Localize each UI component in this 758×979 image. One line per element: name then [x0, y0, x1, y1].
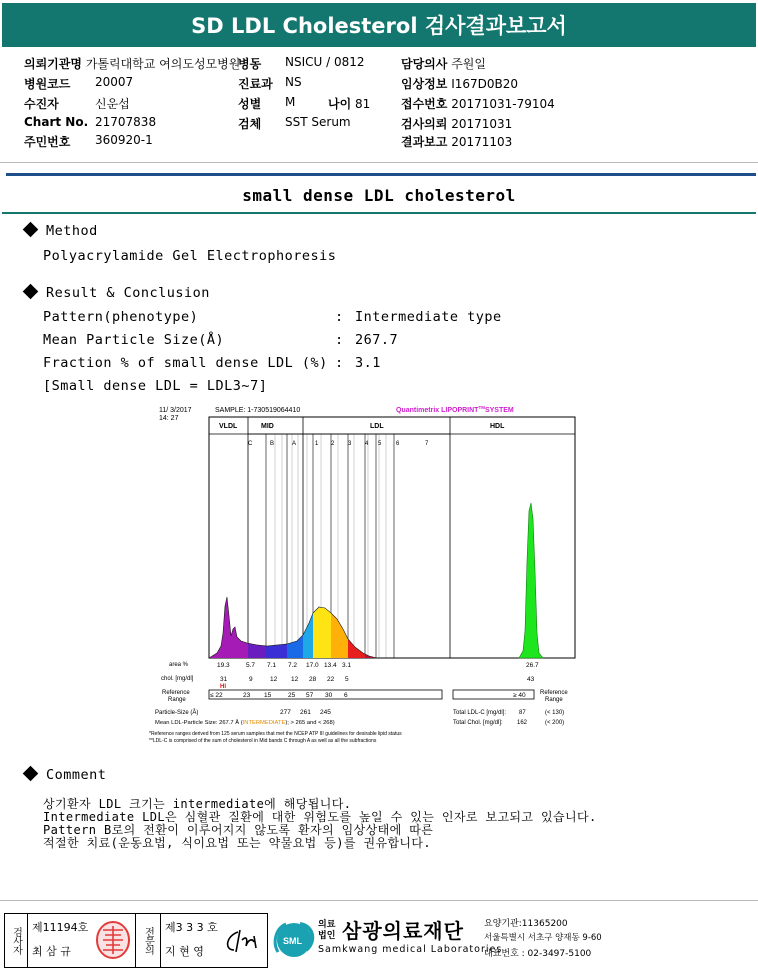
- age-value: 81: [355, 97, 371, 111]
- footnote-1: *Reference ranges derived from 125 serum samples that met the NCEP ATP III guidelines for desirable lipid status: [149, 731, 402, 737]
- ldl-band-label: 7: [425, 441, 429, 447]
- ref-right-range: Range: [545, 697, 563, 703]
- comment-line-1: 상기환자 LDL 크기는 intermediate에 해당됩니다.: [43, 797, 352, 811]
- ldl-band-label: 4: [365, 441, 369, 447]
- report-title: SD LDL Cholesterol 검사결과보고서: [2, 3, 756, 47]
- result-note: [Small dense LDL = LDL3~7]: [43, 378, 268, 394]
- examiner-label: 검사자: [5, 914, 28, 967]
- report-date-value: 20171103: [451, 135, 513, 149]
- specialist-label: 전문의: [135, 914, 161, 967]
- colon: :: [335, 309, 344, 325]
- ldl-band-label: 5: [378, 441, 382, 447]
- divider: [0, 162, 758, 163]
- mid-band-label: C: [248, 441, 253, 447]
- specimen-label: 검체: [238, 117, 262, 131]
- ref-word: Reference: [162, 690, 190, 696]
- method-heading-row: [25, 223, 98, 239]
- chol-value: 28: [309, 676, 317, 683]
- ward-value: NSICU / 0812: [285, 55, 365, 69]
- diamond-bullet-icon: [23, 766, 39, 782]
- chart-time: 14: 27: [159, 415, 179, 422]
- name-label: 수진자: [24, 97, 59, 111]
- doctor-label: 담당의사: [401, 57, 448, 71]
- mean-size-type: INTERMEDIATE: [242, 720, 286, 726]
- ward-label: 병동: [238, 57, 262, 71]
- method-heading: Method: [46, 223, 98, 239]
- result-value-pattern: Intermediate type: [355, 309, 502, 325]
- address: 서울특별시 서초구 양재동 9-60: [484, 933, 602, 943]
- comment-line-2: Intermediate LDL은 심혈관 질환에 대한 위험도를 높일 수 있는 인자로 보고되고 있습니다.: [43, 810, 597, 824]
- ldl-band-label: 1: [315, 441, 319, 447]
- institution-value: 가톨릭대학교 여의도성모병원: [85, 57, 241, 71]
- hospital-code-label: 병원코드: [24, 77, 71, 91]
- result-heading-row: [25, 285, 210, 301]
- sml-logo-icon: [270, 916, 318, 964]
- comment-line-4: 적절한 치료(운동요법, 식이요법 또는 약물요법 등)를 권유합니다.: [43, 836, 432, 850]
- chol-value: 12: [270, 676, 278, 683]
- area-value: 7.1: [267, 662, 277, 669]
- doctor-value: 주원일: [451, 57, 486, 71]
- org-prefix-bottom: 법인: [318, 931, 336, 941]
- chart-brand: [396, 405, 514, 414]
- org-prefix-top: 의료: [318, 920, 336, 930]
- group-label: LDL: [370, 423, 384, 430]
- area-value: 13.4: [324, 662, 337, 669]
- method-text: Polyacrylamide Gel Electrophoresis: [43, 248, 337, 264]
- age-label: 나이: [328, 97, 352, 111]
- chol-value: 5: [345, 676, 349, 683]
- hospital-code-value: 20007: [95, 75, 134, 89]
- care-number: 요양기관:11365200: [484, 919, 568, 929]
- total-ldl-label: Total LDL-C [mg/dl]:: [453, 710, 507, 716]
- specialist-name: 지 현 영: [165, 945, 204, 958]
- mid-band-label: A: [292, 441, 297, 447]
- dept-value: NS: [285, 75, 302, 89]
- section-title: small dense LDL cholesterol: [2, 186, 756, 214]
- ref-value: 6: [344, 692, 348, 699]
- hi-flag: HI: [220, 684, 226, 690]
- org-prefix: [318, 920, 335, 942]
- result-value-fraction: 3.1: [355, 355, 381, 371]
- result-label-pattern: Pattern(phenotype): [43, 309, 199, 325]
- particle-size-label: Particle-Size (Å): [155, 710, 199, 716]
- id-label: 주민번호: [24, 135, 71, 149]
- footnote-2: **LDL-C is comprised of the sum of cholesterol in Mid bands C through A as well as all the subfractions: [149, 738, 377, 744]
- mean-size-a: Mean LDL-Particle Size: 267.7 Å (: [155, 720, 243, 726]
- colon: :: [335, 332, 344, 348]
- ref-value: 57: [306, 692, 314, 699]
- name-value: 신운섭: [95, 97, 130, 111]
- result-label-size: Mean Particle Size(Å): [43, 332, 225, 348]
- mid-band-label: B: [270, 441, 275, 447]
- chol-value: 31: [220, 676, 228, 683]
- area-value: 5.7: [246, 662, 256, 669]
- chol-value: 12: [291, 676, 299, 683]
- area-value: 19.3: [217, 662, 230, 669]
- area-value: 17.0: [306, 662, 319, 669]
- examiner-license: 제11194호: [32, 921, 89, 934]
- diamond-bullet-icon: [23, 222, 39, 238]
- sml-logo-text: SML: [283, 936, 302, 946]
- total-ldl-value: 87: [519, 710, 526, 716]
- range-word: Range: [168, 697, 186, 703]
- institution-label: 의뢰기관명: [24, 57, 82, 71]
- row-label-area: area %: [169, 662, 189, 668]
- phone: 대표번호 : 02-3497-5100: [484, 949, 592, 959]
- id-value: 360920-1: [95, 133, 153, 147]
- row-label-chol: chol. [mg/dl]: [161, 676, 194, 682]
- chol-value: 22: [327, 676, 335, 683]
- group-label: VLDL: [219, 423, 238, 430]
- dept-label: 진료과: [238, 77, 273, 91]
- comment-heading: Comment: [46, 767, 107, 783]
- particle-size-3: 245: [320, 709, 331, 716]
- particle-size-2: 261: [300, 709, 311, 716]
- footer-divider: [0, 900, 758, 901]
- org-english: Samkwang medical Laboratories: [318, 944, 503, 955]
- mean-size-text: [155, 719, 335, 726]
- curve-segment: [266, 644, 287, 658]
- particle-size-1: 277: [280, 709, 291, 716]
- comment-heading-row: [25, 767, 106, 783]
- total-chol-label: Total Chol. [mg/dl]:: [453, 720, 503, 726]
- total-chol-ref: (< 200): [545, 720, 565, 726]
- chart-brand-tm: TM: [478, 405, 485, 410]
- request-label: 검사의뢰: [401, 117, 448, 131]
- ldl-band-label: 3: [348, 441, 352, 447]
- ldl-band-label: 2: [331, 441, 335, 447]
- mean-size-b: ); > 265 and < 268): [285, 720, 335, 726]
- examiner-seal-icon: [93, 918, 133, 962]
- specimen-value: SST Serum: [285, 115, 351, 129]
- group-label: MID: [261, 423, 274, 430]
- receipt-value: 20171031-79104: [451, 97, 555, 111]
- specialist-signature-icon: [220, 926, 262, 956]
- ldl-band-label: 6: [396, 441, 400, 447]
- ref-value: 23: [243, 692, 251, 699]
- ref-right-word: Reference: [540, 690, 568, 696]
- receipt-label: 접수번호: [401, 97, 448, 111]
- chart-date: 11/ 3/2017: [159, 407, 192, 414]
- result-value-size: 267.7: [355, 332, 399, 348]
- chart-sample: SAMPLE: 1-730519064410: [215, 407, 301, 414]
- sex-label: 성별: [238, 97, 262, 111]
- result-label-fraction: Fraction % of small dense LDL (%): [43, 355, 328, 371]
- colon: :: [335, 355, 344, 371]
- specialist-license: 제3 3 3 호: [165, 921, 218, 934]
- lipoprint-chart: [147, 401, 581, 749]
- area-value: 7.2: [288, 662, 298, 669]
- curve-segment: [313, 607, 331, 658]
- hdl-ref: ≥ 40: [513, 692, 526, 699]
- divider: [6, 173, 756, 176]
- hdl-chol: 43: [527, 676, 535, 683]
- ref-value: ≤ 22: [210, 692, 223, 699]
- request-value: 20171031: [451, 117, 513, 131]
- chol-value: 9: [249, 676, 253, 683]
- clinical-value: I167D0B20: [451, 77, 519, 91]
- area-value: 3.1: [342, 662, 352, 669]
- comment-line-3: Pattern B로의 전환이 이루어지지 않도록 환자의 임상상태에 따른: [43, 823, 434, 837]
- clinical-label: 임상정보: [401, 77, 448, 91]
- chart-no-value: 21707838: [95, 115, 157, 129]
- ref-value: 15: [264, 692, 272, 699]
- total-chol-value: 162: [517, 720, 528, 726]
- report-date-label: 결과보고: [401, 135, 448, 149]
- hdl-area: 26.7: [526, 662, 539, 669]
- ref-value: 25: [288, 692, 296, 699]
- org-name: 삼광의료재단: [342, 919, 464, 943]
- diamond-bullet-icon: [23, 284, 39, 300]
- chart-brand-suffix: SYSTEM: [484, 407, 514, 414]
- examiner-name: 최 삼 규: [32, 945, 71, 958]
- group-label: HDL: [490, 423, 505, 430]
- signature-box: [4, 913, 268, 968]
- total-ldl-ref: (< 130): [545, 710, 565, 716]
- result-heading: Result & Conclusion: [46, 285, 210, 301]
- ref-value: 30: [325, 692, 333, 699]
- chart-brand-name: Quantimetrix LIPOPRINT: [396, 407, 479, 414]
- sex-value: M: [285, 95, 296, 109]
- chart-no-label: Chart No.: [24, 115, 89, 129]
